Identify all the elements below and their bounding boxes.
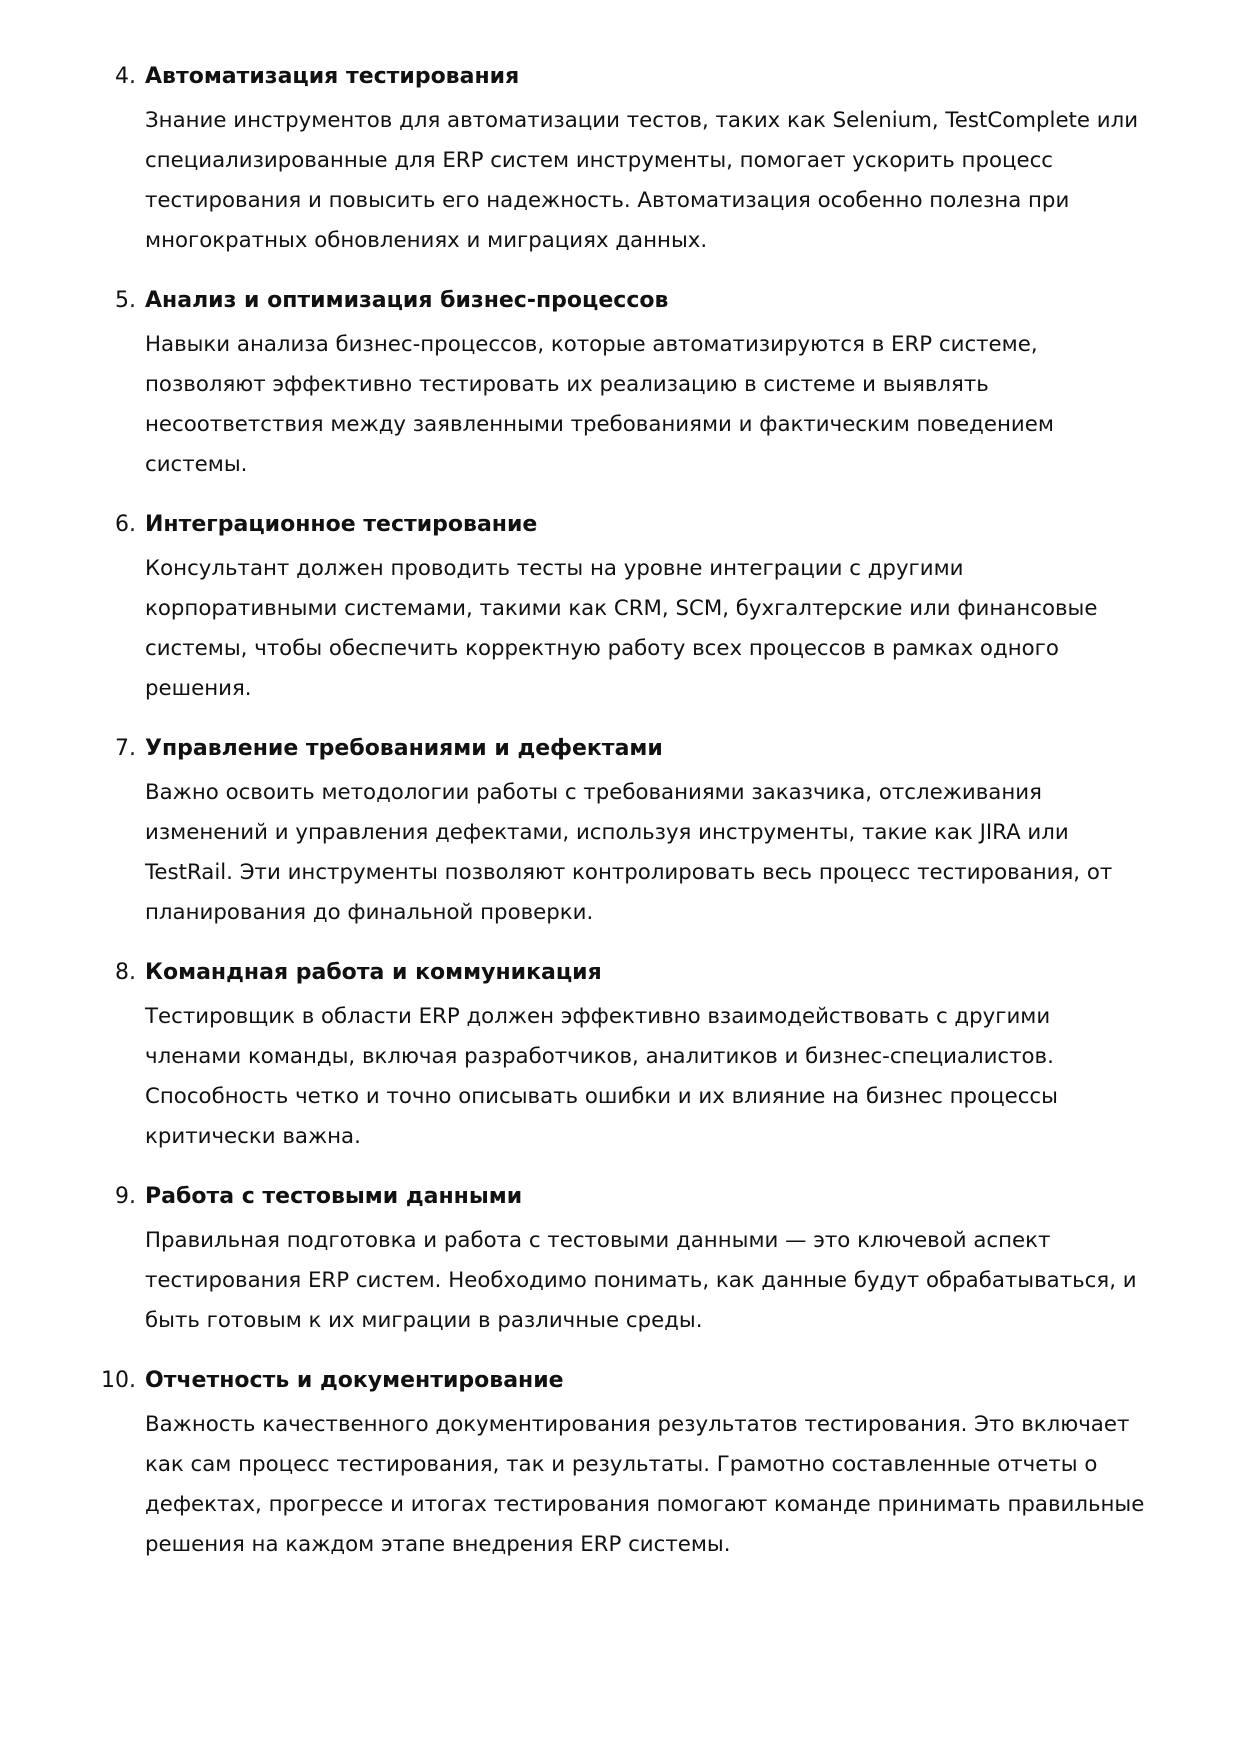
item-number: 4.	[115, 64, 136, 89]
item-body	[145, 549, 1155, 709]
item-body	[145, 1221, 1155, 1341]
item-number: 6.	[115, 512, 136, 537]
body-line: позволяют эффективно тестировать их реализацию в системе и выявлять	[145, 372, 989, 397]
item-body	[145, 997, 1155, 1157]
item-title: Командная работа и коммуникация	[145, 960, 602, 985]
body-line: Знание инструментов для автоматизации тестов, таких как Selenium, TestComplete или	[145, 108, 1139, 133]
body-line: дефектах, прогрессе и итогах тестирования помогают команде принимать правильные	[145, 1492, 1145, 1517]
body-line: критически важна.	[145, 1124, 361, 1149]
body-line: Консультант должен проводить тесты на уровне интеграции с другими	[145, 556, 964, 581]
item-title: Интеграционное тестирование	[145, 512, 538, 537]
body-line: решения на каждом этапе внедрения ERP системы.	[145, 1532, 731, 1557]
body-line: системы, чтобы обеспечить корректную работу всех процессов в рамках одного	[145, 636, 1059, 661]
body-line: быть готовым к их миграции в различные среды.	[145, 1308, 703, 1333]
item-number: 5.	[115, 288, 136, 313]
body-line: тестирования и повысить его надежность. Автоматизация особенно полезна при	[145, 188, 1070, 213]
item-title: Работа с тестовыми данными	[145, 1184, 523, 1209]
body-line: тестирования ERP систем. Необходимо понимать, как данные будут обрабатываться, и	[145, 1268, 1137, 1293]
body-line: как сам процесс тестирования, так и результаты. Грамотно составленные отчеты о	[145, 1452, 1098, 1477]
body-line: Способность четко и точно описывать ошибки и их влияние на бизнес процессы	[145, 1084, 1058, 1109]
body-line: изменений и управления дефектами, используя инструменты, такие как JIRA или	[145, 820, 1069, 845]
item-number: 9.	[115, 1184, 136, 1209]
body-line: членами команды, включая разработчиков, аналитиков и бизнес-специалистов.	[145, 1044, 1054, 1069]
item-number: 10.	[101, 1368, 136, 1393]
item-number: 8.	[115, 960, 136, 985]
body-line: многократных обновлениях и миграциях данных.	[145, 228, 708, 253]
body-line: несоответствия между заявленными требованиями и фактическим поведением	[145, 412, 1054, 437]
item-number: 7.	[115, 736, 136, 761]
body-line: TestRail. Эти инструменты позволяют контролировать весь процесс тестирования, от	[145, 860, 1113, 885]
item-body	[145, 325, 1155, 485]
body-line: Тестировщик в области ERP должен эффективно взаимодействовать с другими	[145, 1004, 1051, 1029]
item-body	[145, 1405, 1155, 1565]
body-line: Навыки анализа бизнес-процессов, которые автоматизируются в ERP системе,	[145, 332, 1038, 357]
item-title: Автоматизация тестирования	[145, 64, 520, 89]
body-line: системы.	[145, 452, 248, 477]
item-title: Управление требованиями и дефектами	[145, 736, 663, 761]
body-line: планирования до финальной проверки.	[145, 900, 594, 925]
body-line: Важность качественного документирования результатов тестирования. Это включает	[145, 1412, 1130, 1437]
body-line: специализированные для ERP систем инструменты, помогает ускорить процесс	[145, 148, 1054, 173]
body-line: решения.	[145, 676, 252, 701]
item-body	[145, 773, 1155, 933]
item-body	[145, 101, 1155, 261]
item-title: Анализ и оптимизация бизнес-процессов	[145, 288, 669, 313]
item-title: Отчетность и документирование	[145, 1368, 564, 1393]
body-line: корпоративными системами, такими как CRM, SCM, бухгалтерские или финансовые	[145, 596, 1098, 621]
body-line: Важно освоить методологии работы с требованиями заказчика, отслеживания	[145, 780, 1042, 805]
body-line: Правильная подготовка и работа с тестовыми данными — это ключевой аспект	[145, 1228, 1051, 1253]
